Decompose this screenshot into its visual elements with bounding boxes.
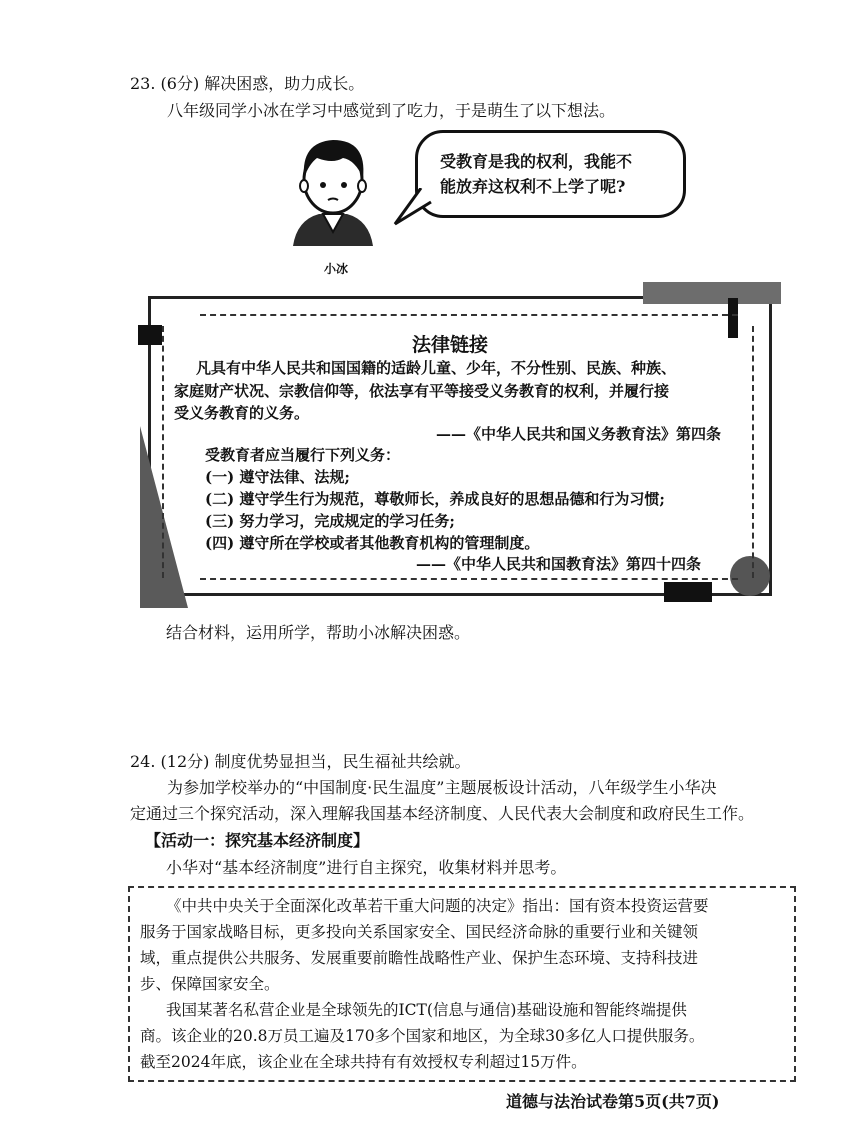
law2-line-0: 受教育者应当履行下列义务： <box>205 446 401 464</box>
frame-left-dashed-line <box>162 326 164 578</box>
bubble-line-1: 受教育是我的权利，我能不 <box>440 152 633 171</box>
material-p1-line-1: 《中共中央关于全面深化改革若干重大问题的决定》指出：国有资本投资运营要 <box>166 897 709 915</box>
law-link-title: 法律链接 <box>412 334 489 356</box>
q24-heading: 24. (12分) 制度优势显担当，民生福祉共绘就。 <box>130 752 471 771</box>
frame-bottom-block <box>664 582 712 602</box>
law1-line-1: 凡具有中华人民共和国国籍的适龄儿童、少年，不分性别、民族、种族、 <box>196 359 677 377</box>
material-p2-line-3: 截至2024年底，该企业在全球共持有有效授权专利超过15万件。 <box>140 1053 587 1071</box>
frame-corner-decoration <box>643 282 781 304</box>
bubble-line-2: 能放弃这权利不上学了呢? <box>440 177 626 196</box>
frame-bottom-dashed-line <box>200 578 738 580</box>
material-p2-line-2: 商。该企业的20.8万员工遍及170多个国家和地区，为全球30多亿人口提供服务。 <box>140 1027 705 1045</box>
frame-left-block <box>138 325 162 345</box>
boy-illustration <box>283 128 383 248</box>
activity1-intro: 小华对“基本经济制度”进行自主探究，收集材料并思考。 <box>166 858 567 877</box>
law2-item-2: (二) 遵守学生行为规范，尊敬师长，养成良好的思想品德和行为习惯; <box>205 490 665 508</box>
q23-heading: 23. (6分) 解决困惑，助力成长。 <box>130 74 365 93</box>
q23-task: 结合材料，运用所学，帮助小冰解决困惑。 <box>166 623 471 642</box>
q24-intro-line-1: 为参加学校举办的“中国制度·民生温度”主题展板设计活动，八年级学生小华决 <box>167 778 717 797</box>
law2-item-3: (三) 努力学习，完成规定的学习任务; <box>205 512 455 530</box>
speech-bubble <box>415 130 686 218</box>
material-p1-line-2: 服务于国家战略目标，更多投向关系国家安全、国民经济命脉的重要行业和关键领 <box>140 923 699 941</box>
speech-bubble-tail <box>393 188 433 228</box>
law1-source: ——《中华人民共和国义务教育法》第四条 <box>436 425 722 443</box>
character-name: 小冰 <box>324 262 349 276</box>
material-p1-line-3: 域，重点提供公共服务、发展重要前瞻性战略性产业、保护生态环境、支持科技进 <box>140 949 699 967</box>
material-p1-line-4: 步、保障国家安全。 <box>140 975 280 993</box>
frame-circle-decoration <box>730 556 770 596</box>
law2-item-1: (一) 遵守法律、法规; <box>205 468 350 486</box>
q23-intro: 八年级同学小冰在学习中感觉到了吃力，于是萌生了以下想法。 <box>167 101 616 120</box>
law1-line-2: 家庭财产状况、宗教信仰等，依法享有平等接受义务教育的权利，并履行接 <box>174 382 670 400</box>
material-p2-line-1: 我国某著名私营企业是全球领先的ICT(信息与通信)基础设施和智能终端提供 <box>166 1001 687 1019</box>
frame-top-dashed-line <box>200 314 738 316</box>
frame-corner-bar <box>728 298 738 338</box>
law2-item-4: (四) 遵守所在学校或者其他教育机构的管理制度。 <box>205 534 540 552</box>
q24-intro-line-2: 定通过三个探究活动，深入理解我国基本经济制度、人民代表大会制度和政府民生工作。 <box>130 804 755 823</box>
frame-right-dashed-line <box>752 326 754 578</box>
law2-source: ——《中华人民共和国教育法》第四十四条 <box>416 555 702 573</box>
activity1-title: 【活动一：探究基本经济制度】 <box>145 831 370 850</box>
page-footer: 道德与法治试卷第5页(共7页) <box>506 1092 720 1111</box>
frame-triangle-decoration <box>138 426 190 610</box>
law1-line-3: 受义务教育的义务。 <box>174 404 310 422</box>
speech-bubble-text <box>440 149 632 199</box>
